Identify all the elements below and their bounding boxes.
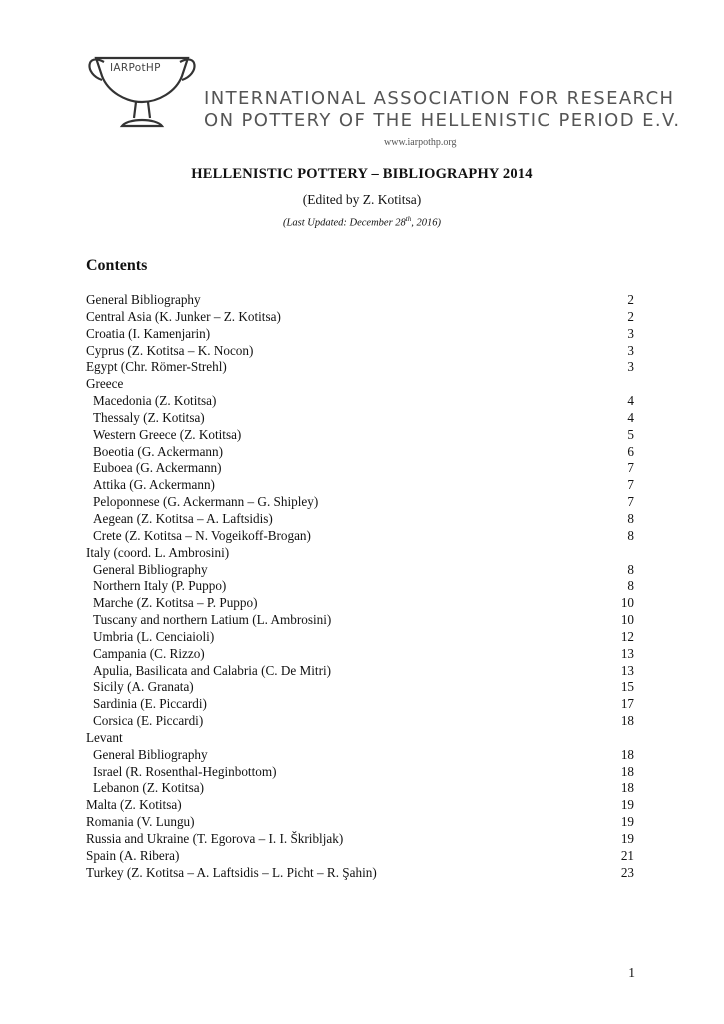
- toc-entry-label: Spain (A. Ribera): [86, 847, 180, 863]
- toc-entry[interactable]: [86, 865, 634, 882]
- toc-entry-page: 2: [627, 308, 634, 324]
- toc-entry-page: 6: [627, 443, 634, 459]
- toc-entry[interactable]: [86, 562, 634, 579]
- toc-entry-label: Boeotia (G. Ackermann): [93, 443, 224, 459]
- toc-entry-page: 8: [627, 527, 634, 543]
- toc-entry-page: 19: [620, 831, 634, 846]
- toc-entry[interactable]: [86, 595, 634, 612]
- toc-entry-label: Attika (G. Ackermann): [93, 477, 215, 493]
- toc-entry[interactable]: [86, 309, 634, 326]
- toc-entry-label: Greece: [86, 376, 124, 392]
- last-updated-suffix: , 2016): [411, 217, 441, 229]
- toc-entry-page: 19: [620, 814, 634, 830]
- toc-entry-page: 18: [620, 763, 634, 779]
- toc-entry-page: 5: [627, 426, 634, 442]
- toc-entry[interactable]: [86, 831, 634, 848]
- toc-entry[interactable]: [86, 578, 634, 595]
- toc-entry-page: 15: [620, 679, 634, 695]
- toc-entry-label: Umbria (L. Cenciaioli): [93, 628, 215, 644]
- toc-entry-page: 3: [627, 342, 634, 358]
- org-name-line2: ON POTTERY OF THE HELLENISTIC PERIOD E.V.: [204, 110, 681, 131]
- toc-entry-page: 4: [627, 409, 634, 425]
- toc-entry-label: Israel (R. Rosenthal-Heginbottom): [93, 763, 277, 779]
- emblem-text: IARPotHP: [110, 62, 161, 74]
- toc-entry[interactable]: [86, 545, 634, 562]
- toc-entry[interactable]: [86, 747, 634, 764]
- toc-entry-page: 18: [620, 780, 634, 796]
- toc-entry[interactable]: [86, 326, 634, 343]
- toc-entry[interactable]: [86, 494, 634, 511]
- toc-entry-label: Euboea (G. Ackermann): [93, 460, 222, 476]
- toc-entry-label: Tuscany and northern Latium (L. Ambrosini): [93, 612, 332, 628]
- toc-entry[interactable]: [86, 764, 634, 781]
- last-updated-sup: th: [405, 215, 412, 223]
- toc-entry[interactable]: [86, 848, 634, 865]
- toc-entry-label: Egypt (Chr. Römer-Strehl): [86, 359, 227, 375]
- toc-entry-label: Crete (Z. Kotitsa – N. Vogeikoff-Brogan): [93, 527, 311, 543]
- toc-entry-page: 13: [620, 645, 634, 661]
- toc-entry[interactable]: [86, 292, 634, 309]
- toc-entry-page: 17: [620, 696, 634, 712]
- toc-entry-label: Russia and Ukraine (T. Egorova – I. I. Škribljak): [86, 831, 344, 846]
- toc-entry[interactable]: [86, 343, 634, 360]
- toc-entry-page: 8: [627, 578, 634, 594]
- toc-entry-page: 4: [627, 393, 634, 409]
- toc-entry-label: Malta (Z. Kotitsa): [86, 797, 182, 813]
- toc-entry-page: 8: [627, 561, 634, 577]
- toc-entry-label: General Bibliography: [93, 561, 208, 577]
- toc-entry[interactable]: [86, 730, 634, 747]
- document-title: HELLENISTIC POTTERY – BIBLIOGRAPHY 2014: [191, 166, 533, 182]
- toc-entry-label: General Bibliography: [86, 292, 201, 307]
- toc-entry-page: 18: [620, 713, 634, 729]
- toc-entry[interactable]: [86, 359, 634, 376]
- toc-entry-label: General Bibliography: [93, 746, 208, 762]
- toc-entry[interactable]: [86, 528, 634, 545]
- toc-entry-label: Sicily (A. Granata): [93, 679, 194, 695]
- toc-entry[interactable]: [86, 780, 634, 797]
- toc-entry-page: 19: [620, 797, 634, 813]
- toc-entry[interactable]: [86, 410, 634, 427]
- toc-entry[interactable]: [86, 663, 634, 680]
- toc-entry[interactable]: [86, 629, 634, 646]
- toc-entry[interactable]: [86, 797, 634, 814]
- toc-entry-page: 8: [627, 510, 634, 526]
- toc-entry-page: 21: [620, 847, 634, 863]
- toc-entry-label: Romania (V. Lungu): [86, 814, 195, 830]
- toc-entry-label: Apulia, Basilicata and Calabria (C. De Mitri): [93, 662, 332, 678]
- toc-entry-page: 3: [627, 325, 634, 341]
- toc-entry-page: 7: [627, 477, 634, 493]
- editor-line: (Edited by Z. Kotitsa): [302, 192, 422, 207]
- last-updated: [0, 215, 724, 229]
- toc-entry-label: Campania (C. Rizzo): [93, 645, 205, 661]
- toc-entry[interactable]: [86, 376, 634, 393]
- toc-entry[interactable]: [86, 427, 634, 444]
- toc-entry-label: Aegean (Z. Kotitsa – A. Laftsidis): [93, 510, 273, 526]
- contents-heading: Contents: [86, 257, 148, 274]
- toc-entry-label: Peloponnese (G. Ackermann – G. Shipley): [93, 494, 319, 510]
- page-number: 1: [628, 965, 635, 980]
- toc-entry-page: 2: [627, 292, 634, 307]
- kantharos-cup-icon: [82, 40, 212, 140]
- toc-entry-page: 7: [627, 494, 634, 510]
- toc-entry-label: Cyprus (Z. Kotitsa – K. Nocon): [86, 342, 254, 358]
- toc-entry[interactable]: [86, 679, 634, 696]
- toc-entry-label: Central Asia (K. Junker – Z. Kotitsa): [86, 308, 281, 324]
- table-of-contents: [86, 292, 634, 882]
- toc-entry-label: Sardinia (E. Piccardi): [93, 696, 207, 712]
- toc-entry-page: 18: [620, 746, 634, 762]
- toc-entry-label: Italy (coord. L. Ambrosini): [86, 544, 230, 560]
- toc-entry-page: 10: [620, 612, 634, 628]
- toc-entry-label: Western Greece (Z. Kotitsa): [93, 426, 242, 442]
- toc-entry-page: 3: [627, 359, 634, 375]
- toc-entry-label: Corsica (E. Piccardi): [93, 713, 204, 729]
- toc-entry[interactable]: [86, 646, 634, 663]
- toc-entry[interactable]: [86, 814, 634, 831]
- toc-entry[interactable]: [86, 460, 634, 477]
- toc-entry-label: Croatia (I. Kamenjarin): [86, 325, 211, 341]
- toc-entry-label: Marche (Z. Kotitsa – P. Puppo): [93, 595, 258, 611]
- toc-entry[interactable]: [86, 696, 634, 713]
- toc-entry-label: Levant: [86, 729, 123, 745]
- toc-entry[interactable]: [86, 477, 634, 494]
- toc-entry-page: 7: [627, 460, 634, 476]
- toc-entry-page: 12: [620, 628, 634, 644]
- toc-entry-label: Northern Italy (P. Puppo): [93, 578, 227, 594]
- toc-entry[interactable]: [86, 713, 634, 730]
- last-updated-prefix: (Last Updated: December 28: [283, 217, 406, 229]
- toc-entry-label: Macedonia (Z. Kotitsa): [93, 393, 217, 409]
- org-name-line1: INTERNATIONAL ASSOCIATION FOR RESEARCH: [204, 88, 675, 109]
- toc-entry-label: Thessaly (Z. Kotitsa): [93, 409, 205, 425]
- toc-entry-label: Lebanon (Z. Kotitsa): [93, 780, 204, 796]
- toc-entry-page: 13: [620, 662, 634, 678]
- toc-entry-page: 23: [620, 864, 634, 880]
- toc-entry[interactable]: [86, 444, 634, 461]
- toc-entry[interactable]: [86, 511, 634, 528]
- org-url: www.iarpothp.org: [384, 137, 457, 148]
- toc-entry[interactable]: [86, 612, 634, 629]
- association-logo: [82, 40, 681, 148]
- toc-entry-page: 10: [620, 595, 634, 611]
- toc-entry-label: Turkey (Z. Kotitsa – A. Laftsidis – L. Picht – R. Şahin): [86, 864, 377, 880]
- toc-entry[interactable]: [86, 393, 634, 410]
